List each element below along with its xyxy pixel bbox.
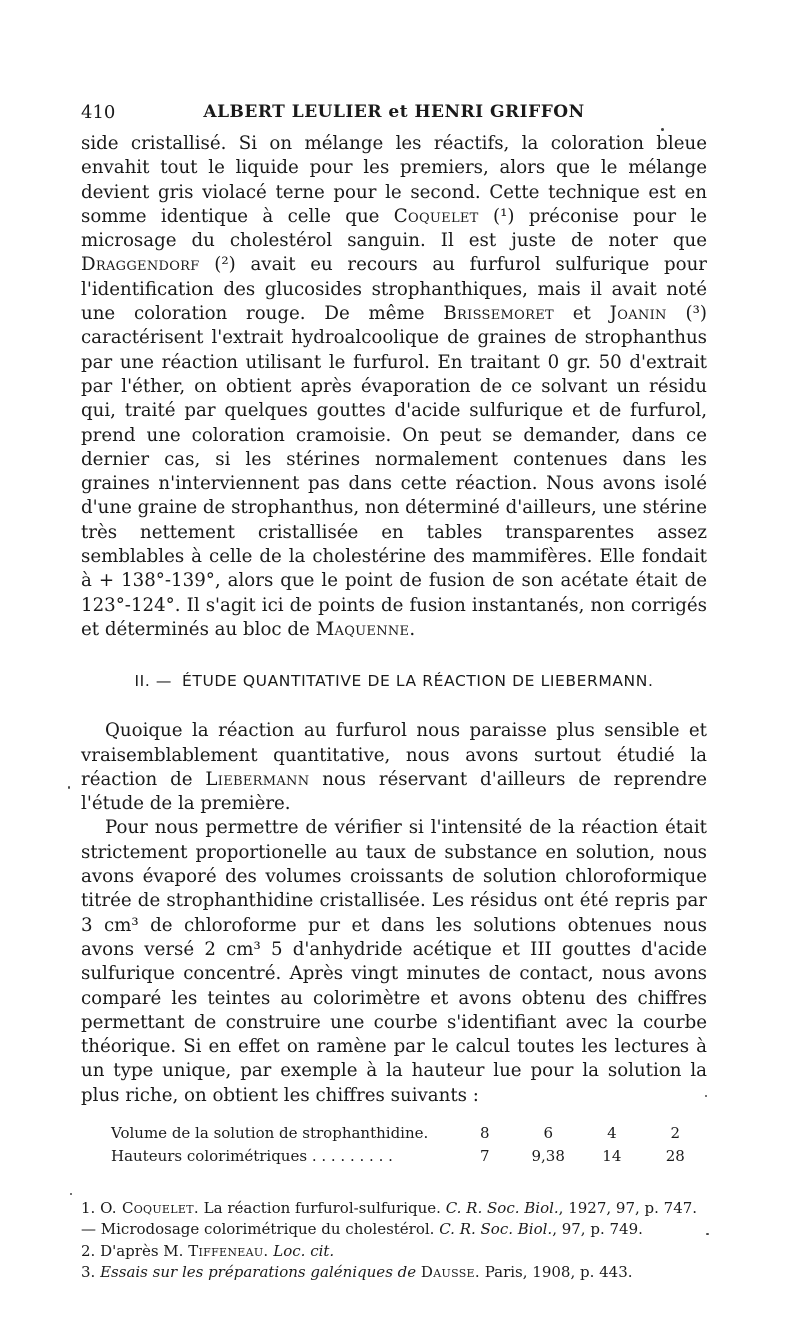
- table-cell: 8: [479, 1123, 490, 1142]
- paragraph-3: Pour nous permettre de vérifier si l'intensité de la réaction était strictement proportionelle au taux de substance en solution, nous avons évaporé des volumes croissants de solution chloroformique titrée de strophanthidine cristallisée. Les résidus ont été repris par 3 cm³ de chloroforme pur et dans les solutions obtenues nous avons versé 2 cm³ 5 d'anhydride acétique et III gouttes d'acide sulfurique concentré. Après vingt minutes de contact, nous avons comparé les teintes au colorimètre et avons obtenu des chiffres permettant de construire une courbe s'identifiant avec la courbe théorique. Si en effet on ramène par le calcul toutes les lectures à un type unique, par exemple à la hauteur lue pour la solution la plus riche, on obtient les chiffres suivants :: [81, 817, 707, 1106]
- table-cell: 14: [602, 1146, 622, 1165]
- footnote-ref-2: (²): [214, 254, 236, 276]
- footnote-author: O. Coquelet.: [100, 1198, 199, 1217]
- paragraph-1: side cristallisé. Si on mélange les réactifs, la coloration bleue envahit tout le liquide pour les premiers, alors que le mélange devient gris violacé terne pour le second. Cette technique est en somme identique à celle que Coquelet (¹) préconise pour le microsage du cholestérol sanguin. Il est juste de noter que Draggendorf (²) avait eu recours au furfurol sulfurique pour l'identification des glucosides strophanthiques, mais il avait noté une coloration rouge. De même Brissemoret et Joanin (³) caractérisent l'extrait hydroalcoolique de graines de strophanthus par une réaction utilisant le furfurol. En traitant 0 gr. 50 d'extrait par l'éther, on obtient après évaporation de ce solvant un résidu qui, traité par quelques gouttes d'acide sulfurique et de furfurol, prend une coloration cramoisie. On peut se demander, dans ce dernier cas, si les stérines normalement contenues dans les graines n'interviennent pas dans cette réaction. Nous avons isolé d'une graine de strophanthus, non déterminé d'ailleurs, une stérine très nettement cristallisée en tables transparentes assez semblables à celle de la cholestérine des mammifères. Elle fondait à + 138°-139°, alors que le point de fusion de son acétate était de 123°-124°. Il s'agit ici de points de fusion instantanés, non corrigés et déterminés au bloc de Maquenne.: [81, 133, 707, 640]
- page-number: 410: [81, 102, 116, 123]
- print-speck: [706, 1233, 709, 1235]
- section-heading: [81, 672, 707, 690]
- print-speck: [661, 128, 664, 131]
- row-label: Hauteurs colorimétriques . . . . . . . . .: [111, 1146, 393, 1165]
- table-row: [111, 1145, 707, 1168]
- journal-title: C. R. Soc. Biol.: [439, 1220, 553, 1239]
- footnotes: [81, 1198, 707, 1284]
- paragraph-2: Quoique la réaction au furfurol nous paraisse plus sensible et vraisemblablement quantitative, nous avons surtout étudié la réaction de Liebermann nous réservant d'ailleurs de reprendre l'étude de la première.: [81, 720, 707, 815]
- table-cell: 7: [479, 1146, 490, 1165]
- author-draggendorf: Draggendorf: [81, 254, 200, 276]
- footnote-author: Tiffeneau.: [188, 1241, 269, 1260]
- page: [81, 102, 707, 1284]
- running-title: ALBERT LEULIER et HENRI GRIFFON: [203, 102, 585, 122]
- print-speck: [705, 1095, 707, 1097]
- author-liebermann: Liebermann: [205, 768, 310, 790]
- running-head: [81, 102, 707, 132]
- footnote-ref-1: (¹): [493, 205, 515, 227]
- table-cell: 2: [670, 1123, 681, 1142]
- table-cell: 6: [543, 1123, 553, 1142]
- footnote-2: 2. D'après M. Tiffeneau. Loc. cit.: [81, 1241, 335, 1260]
- journal-title: C. R. Soc. Biol.: [445, 1198, 559, 1217]
- author-coquelet: Coquelet: [393, 205, 479, 227]
- row-label: Volume de la solution de strophanthidine.: [111, 1123, 429, 1142]
- section-title: ÉTUDE QUANTITATIVE DE LA RÉACTION DE LIEBERMANN.: [182, 672, 654, 691]
- book-title: Essais sur les préparations galéniques de: [100, 1263, 417, 1282]
- footnote-ref-3: (³): [685, 303, 707, 325]
- section-number: II. —: [134, 672, 172, 691]
- footnote-1: 1. O. Coquelet. La réaction furfurol-sulfurique. C. R. Soc. Biol., 1927, 97, p. 747. — Microdosage colorimétrique du cholestérol. C. R. Soc. Biol., 97, p. 749.: [81, 1198, 698, 1239]
- table-cell: 9,38: [531, 1146, 565, 1165]
- footnote-author: Dausse.: [420, 1263, 480, 1282]
- footnote-3: 3. Essais sur les préparations galéniques de Dausse. Paris, 1908, p. 443.: [81, 1263, 633, 1282]
- print-speck: [68, 786, 70, 789]
- table-cell: 4: [607, 1123, 617, 1142]
- author-joanin: Joanin: [609, 303, 667, 325]
- table-row: [111, 1122, 707, 1145]
- data-table: [111, 1122, 707, 1168]
- table-cell: 28: [665, 1146, 685, 1165]
- author-brissemoret: Brissemoret: [443, 303, 554, 325]
- print-speck: [70, 1193, 72, 1195]
- loc-cit: Loc. cit.: [273, 1241, 335, 1260]
- author-maquenne: Maquenne: [315, 618, 410, 640]
